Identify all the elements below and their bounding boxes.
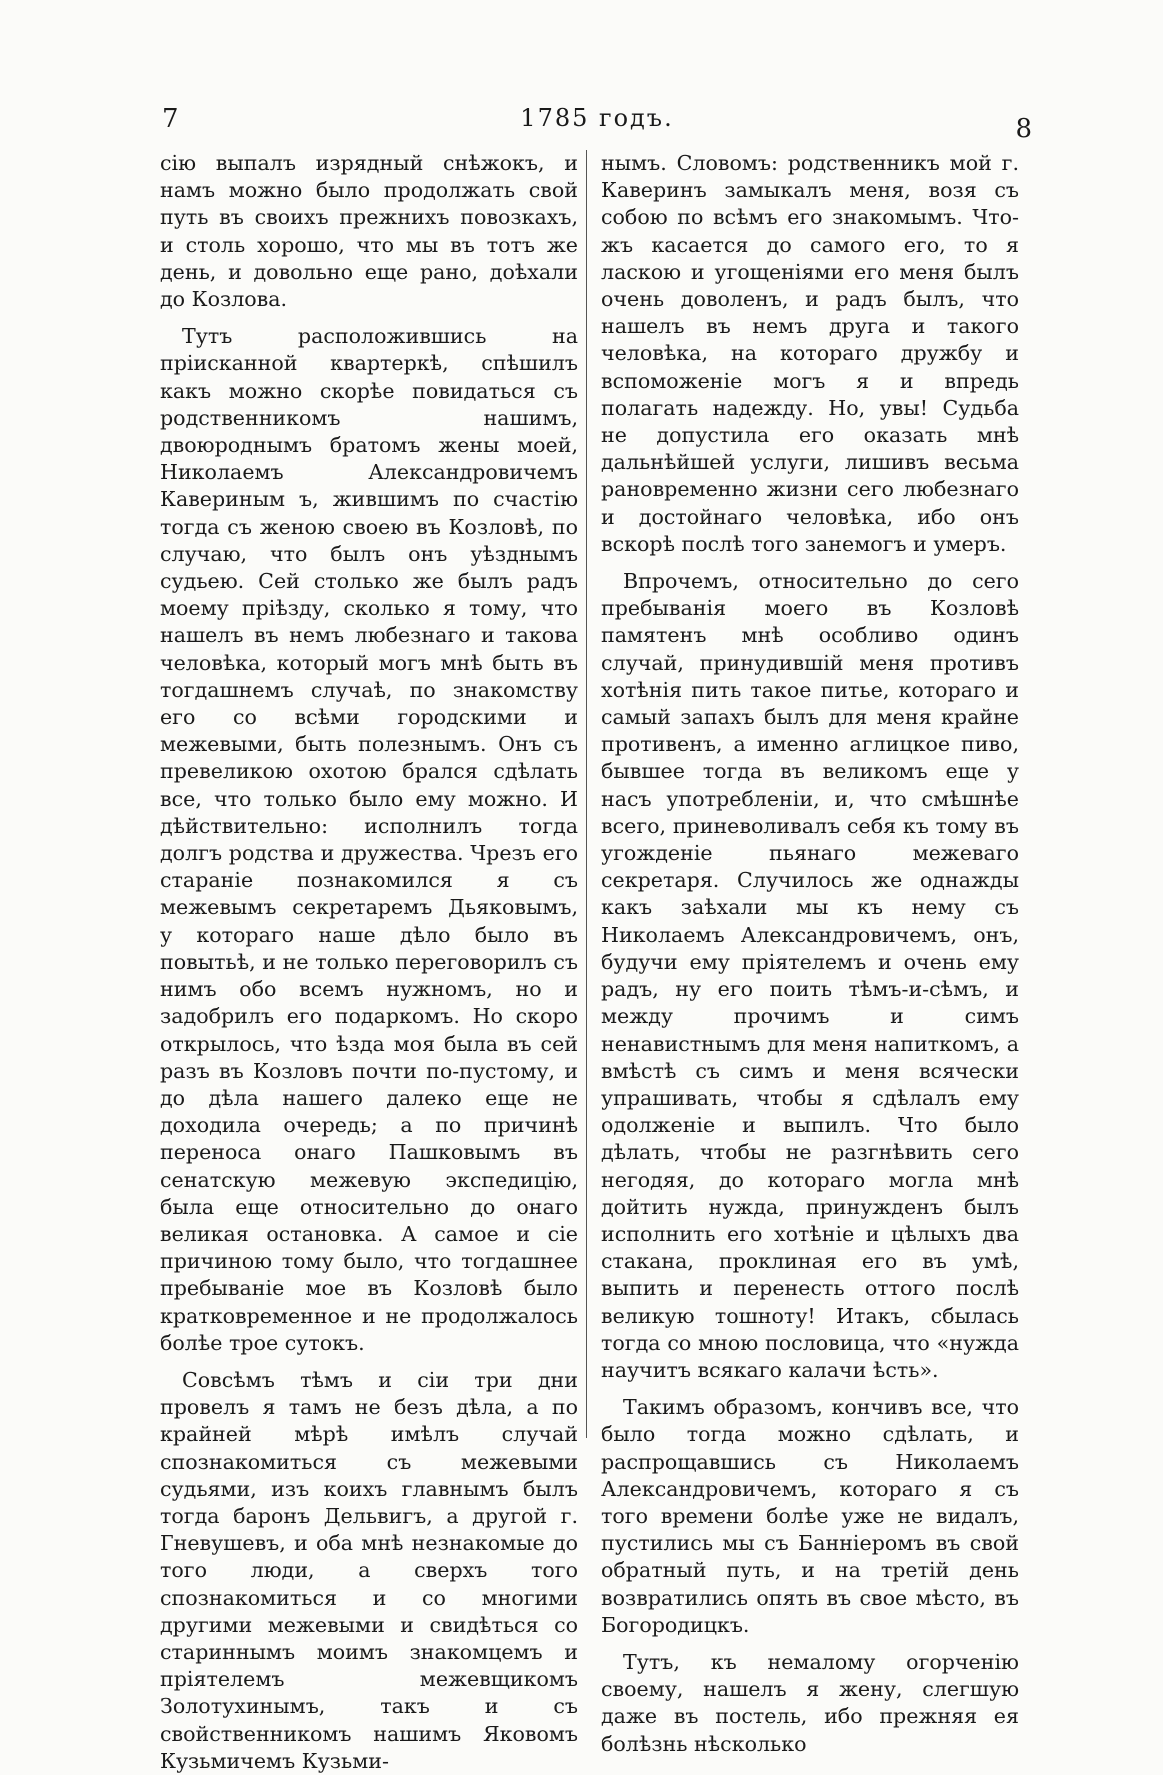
paragraph: Совсѣмъ тѣмъ и сiи три дни провелъ я тамъ не безъ дѣла, а по крайней мѣрѣ имѣлъ случай спознакомиться съ межевыми судьями, изъ коихъ главнымъ былъ тогда баронъ Дельвигъ, а другой г. Гневушевъ, и оба мнѣ незнакомые до того люди, а сверхъ того спознакомиться и со многими другими межевыми и свидѣться со стариннымъ моимъ знакомцемъ и прiятелемъ межевщикомъ Золотухинымъ, такъ и съ свойственникомъ нашимъ Яковомъ Кузьмичемъ Кузьми- [160,1367,578,1773]
page-header [162,100,1032,144]
paragraph: Впрочемъ, относительно до сего пребыванiя моего въ Козловѣ памятенъ мнѣ особливо одинъ случай, принудившiй меня противъ хотѣнiя пить такое питье, котораго и самый запахъ былъ для меня крайне противенъ, а именно аглицкое пиво, бывшее тогда въ великомъ еще у насъ употребленiи, и, что смѣшнѣе всего, приневоливалъ себя къ тому въ угожденiе пьянаго межеваго секретаря. Случилось же однажды какъ заѣхали мы къ нему съ Николаемъ Александровичемъ, онъ, будучи ему прiятелемъ и очень ему радъ, ну его поить тѣмъ-и-сѣмъ, и между прочимъ и симъ ненавистнымъ для меня напиткомъ, а вмѣстѣ съ симъ и меня всячески упрашивать, чтобы я сдѣлалъ ему одолженiе и выпилъ. Что было дѣлать, чтобы не разгнѣвить сего негодяя, до котораго могла мнѣ дойтить нужда, принужденъ былъ исполнить его хотѣнiе и цѣлыхъ два стакана, проклиная его въ умѣ, выпить и перенесть оттого послѣ великую тошноту! Итакъ, сбылась тогда со мною пословица, что «нужда научитъ всякаго калачи ѣсть». [601,569,1019,1382]
column-divider [586,150,587,1438]
paragraph: Такимъ образомъ, кончивъ все, что было тогда можно сдѣлать, и распрощавшись съ Николаемъ Александровичемъ, котораго я съ того времени болѣе уже не видалъ, пустились мы съ Баннiеромъ въ свой обратный путь, и на третiй день возвратились опять въ свое мѣсто, въ Богородицкъ. [601,1395,1019,1637]
right-column [601,150,1019,1758]
paragraph: Тутъ расположившись на прiисканной квартеркѣ, спѣшилъ какъ можно скорѣе повидаться съ родственникомъ нашимъ, двоюроднымъ братомъ жены моей, Николаемъ Александровичемъ Кавериным ъ, жившимъ по счастiю тогда съ женою своею въ Козловѣ, по случаю, что былъ онъ уѣзднымъ судьею. Сей столько же былъ радъ моему прiѣзду, сколько я тому, что нашелъ въ немъ любезнаго и такова человѣка, который могъ мнѣ быть въ тогдашнемъ случаѣ, по знакомству его со всѣми городскими и межевыми, быть полезнымъ. Онъ съ превеликою охотою брался сдѣлать все, что только было ему можно. И дѣйствительно: исполнилъ тогда долгъ родства и дружества. Чрезъ его старанiе познакомился я съ межевымъ секретаремъ Дьяковымъ, у котораго наше дѣло было въ повытьѣ, и не только переговорилъ съ нимъ обо всемъ нужномъ, но и задобрилъ его подаркомъ. Но скоро открылось, что ѣзда моя была въ сей разъ въ Козловъ почти по-пустому, и до дѣла нашего далеко еще не доходила очередь; а по причинѣ переноса онаго Пашковымъ въ сенатскую межевую экспедицiю, была еще относительно до онаго великая остановка. А самое и сiе причиною тому было, что тогдашнее пребыванiе мое въ Козловѣ было кратковременное и не продолжалось болѣе трое сутокъ. [160,324,578,1355]
running-title: 1785 годъ. [520,104,674,132]
left-page-number: 7 [162,104,179,134]
paragraph: нымъ. Словомъ: родственникъ мой г. Каверинъ замыкалъ меня, возя съ собою по всѣмъ его знакомымъ. Что-жъ касается до самого его, то я ласкою и угощенiями его меня былъ очень доволенъ, и радъ былъ, что нашелъ въ немъ друга и такого человѣка, на котораго дружбу и вспоможенiе могъ я и впредь полагать надежду. Но, увы! Судьба не допустила его оказать мнѣ дальнѣйшей услуги, лишивъ весьма рановременно жизни сего любезнаго и достойнаго человѣка, ибо онъ вскорѣ послѣ того занемогъ и умеръ. [601,151,1019,556]
left-column [160,150,578,1775]
paragraph: Тутъ, къ немалому огорченiю своему, нашелъ я жену, слегшую даже въ постель, ибо прежняя ея болѣзнь нѣсколько [601,1649,1019,1756]
paragraph: сiю выпалъ изрядный снѣжокъ, и намъ можно было продолжать свой путь въ своихъ прежнихъ повозкахъ, и столь хорошо, что мы въ тотъ же день, и довольно еще рано, доѣхали до Козлова. [160,151,578,312]
right-page-number: 8 [1015,114,1032,144]
